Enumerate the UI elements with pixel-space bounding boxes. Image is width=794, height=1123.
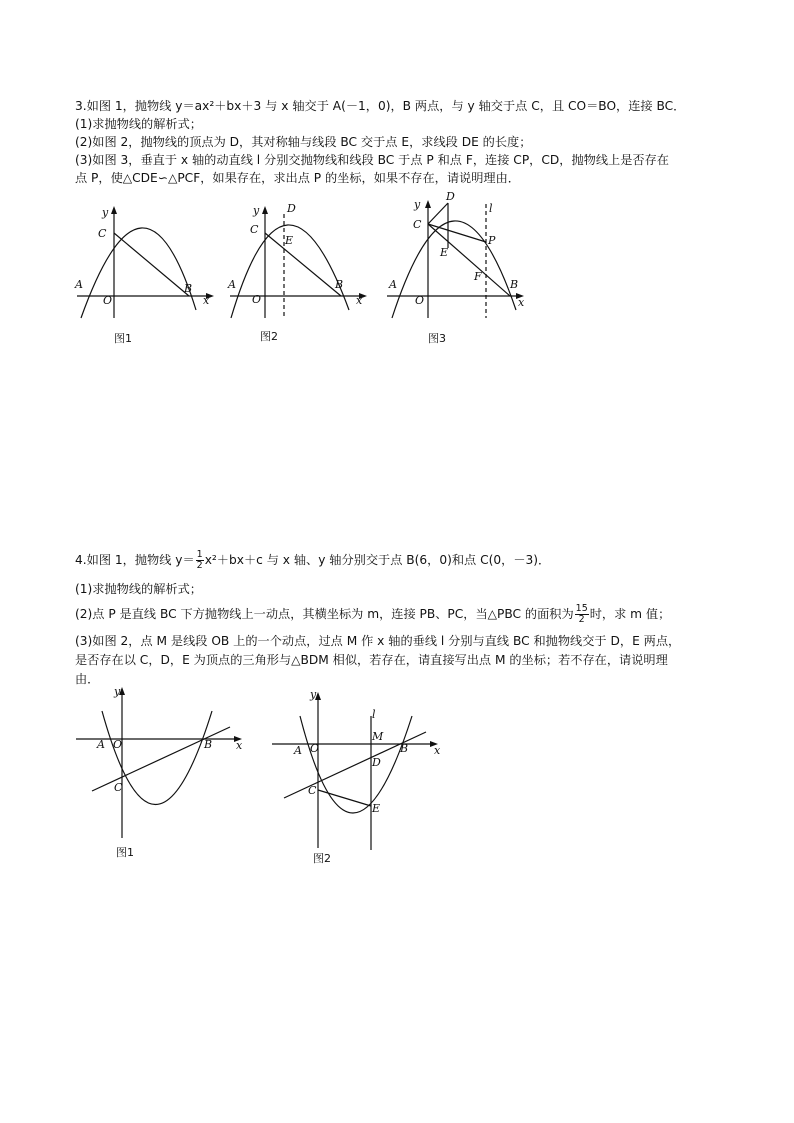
label-b: B: [510, 278, 519, 291]
segment-bc: [114, 233, 189, 296]
p4-line-1-b: x²＋bx＋c 与 x 轴、y 轴分别交于点 B(6，0)和点 C(0，－3)．: [204, 553, 551, 567]
label-c: C: [250, 223, 259, 236]
label-o: O: [252, 293, 262, 306]
label-c: C: [308, 784, 317, 797]
label-e: E: [372, 802, 381, 815]
p4-line-6: 由．: [75, 672, 100, 686]
p4-line-3-a: (2)点 P 是直线 BC 下方抛物线上一动点，其横坐标为 m，连接 PB、PC，当△PBC 的面积为: [75, 607, 574, 621]
p4-line-4: (3)如图 2，点 M 是线段 OB 上的一个动点，过点 M 作 x 轴的垂线 l 分别与直线 BC 和抛物线交于 D，E 两点，: [75, 634, 681, 648]
label-y: y: [114, 685, 121, 698]
p4-line-5: 是否存在以 C，D，E 为顶点的三角形与△BDM 相似，若存在，请直接写出点 M 的坐标；若不存在，请说明理: [75, 653, 668, 667]
p3-figure-2: [225, 200, 375, 350]
label-a: A: [97, 738, 105, 751]
label-b: B: [184, 282, 193, 295]
p4-figure-2: [268, 688, 448, 868]
caption: 图1: [116, 846, 134, 859]
label-c: C: [98, 227, 107, 240]
fraction-numerator: 1: [196, 549, 203, 560]
p3-figure-1: [72, 200, 222, 350]
line-bc: [92, 727, 230, 791]
p4-line-3-b: 时，求 m 值；: [589, 607, 671, 621]
label-c: C: [114, 781, 123, 794]
label-c: C: [413, 218, 422, 231]
p3-line-2: (1)求抛物线的解析式；: [75, 117, 202, 131]
label-x: x: [434, 744, 441, 757]
label-b: B: [335, 278, 344, 291]
label-o: O: [415, 294, 425, 307]
p4-line-1-a: 4.如图 1，抛物线 y＝: [75, 553, 195, 567]
label-p: P: [488, 234, 496, 247]
p4-line-3: [75, 604, 670, 625]
label-x: x: [203, 294, 210, 307]
label-x: x: [518, 296, 525, 309]
label-l: l: [372, 708, 376, 721]
fraction-denominator: 2: [196, 560, 203, 571]
p4-line-2: (1)求抛物线的解析式；: [75, 582, 202, 596]
label-o: O: [113, 738, 123, 751]
label-d: D: [287, 202, 296, 215]
p3-figure-3: [382, 190, 532, 350]
p3-line-3: (2)如图 2，抛物线的顶点为 D，其对称轴与线段 BC 交于点 E，求线段 DE 的长度；: [75, 135, 532, 149]
fraction-denominator: 2: [578, 614, 585, 625]
label-o: O: [103, 294, 113, 307]
label-e: E: [440, 246, 449, 259]
parabola: [81, 228, 196, 318]
label-y: y: [102, 206, 109, 219]
label-d: D: [372, 756, 381, 769]
label-d: D: [446, 190, 455, 203]
label-a: A: [294, 744, 302, 757]
caption: 图2: [313, 852, 331, 865]
segment-cd: [428, 203, 448, 224]
label-b: B: [400, 742, 409, 755]
y-arrow: [425, 200, 431, 208]
label-x: x: [356, 294, 363, 307]
parabola: [392, 221, 519, 318]
label-e: E: [285, 234, 294, 247]
label-y: y: [253, 204, 260, 217]
label-f: F: [474, 270, 482, 283]
p4-line-1: [75, 550, 550, 571]
p3-line-5: 点 P，使△CDE∽△PCF，如果存在，求出点 P 的坐标，如果不存在，请说明理由．: [75, 171, 520, 185]
label-a: A: [389, 278, 397, 291]
label-b: B: [204, 738, 213, 751]
label-x: x: [236, 739, 243, 752]
fraction-one-half: [196, 550, 204, 571]
label-a: A: [75, 278, 83, 291]
p3-line-4: (3)如图 3，垂直于 x 轴的动直线 l 分别交抛物线和线段 BC 于点 P 和点 F，连接 CP，CD，抛物线上是否存在: [75, 153, 669, 167]
caption: 图1: [114, 332, 132, 345]
segment-bc: [428, 224, 510, 296]
caption: 图2: [260, 330, 278, 343]
label-o: O: [310, 742, 320, 755]
label-a: A: [228, 278, 236, 291]
p3-line-1: 3.如图 1，抛物线 y＝ax²＋bx＋3 与 x 轴交于 A(－1，0)，B 两点，与 y 轴交于点 C，且 CO＝BO，连接 BC．: [75, 99, 686, 113]
caption: 图3: [428, 332, 446, 345]
fraction-fifteen-halves: [575, 604, 589, 625]
label-y: y: [414, 198, 421, 211]
segment-ce: [318, 790, 371, 806]
p4-figure-1: [72, 683, 252, 863]
label-l: l: [489, 202, 493, 215]
label-m: M: [372, 730, 384, 743]
label-y: y: [310, 688, 317, 701]
y-arrow: [262, 206, 268, 214]
y-arrow: [111, 206, 117, 214]
fraction-numerator: 15: [575, 603, 588, 614]
